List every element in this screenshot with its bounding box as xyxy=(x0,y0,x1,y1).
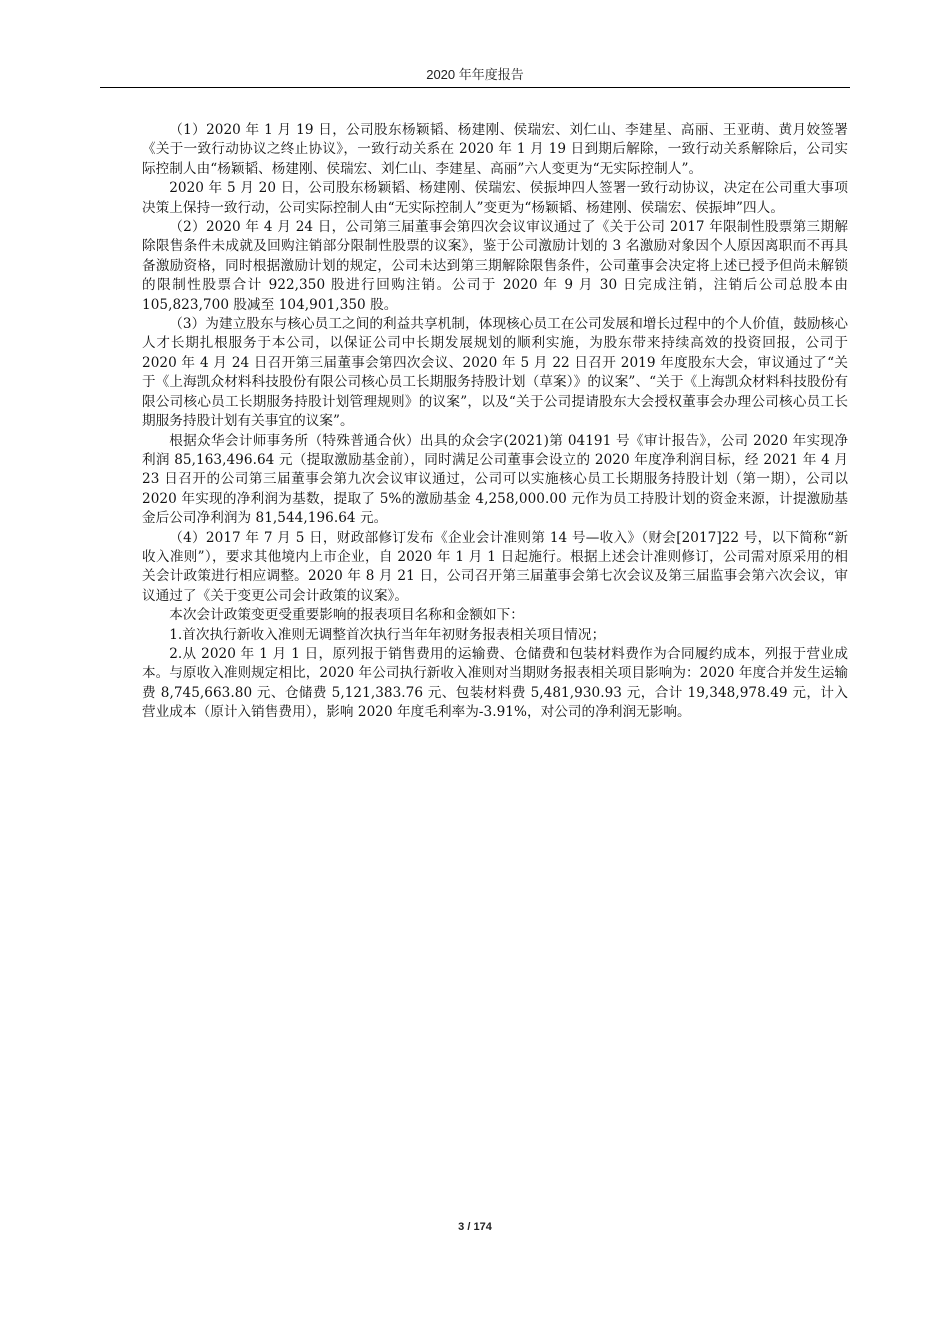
document-body xyxy=(142,121,848,723)
paragraph-6: （4）2017 年 7 月 5 日，财政部修订发布《企业会计准则第 14 号—收入》（财会[2017]22 号，以下简称“新收入准则”），要求其他境内上市企业，自 2020 年 1 月 1 日起施行。根据上述会计准则修订，公司需对原采用的相关会计政策进行相应调整。2020 年 8 月 21 日，公司召开第三届董事会第七次会议及第三届监事会第六次会议，审议通过了《关于变更公司会计政策的议案》。 xyxy=(142,529,848,604)
page-header-title: 2020 年年度报告 xyxy=(426,67,524,82)
paragraph-2: 2020 年 5 月 20 日，公司股东杨颖韬、杨建刚、侯瑞宏、侯振坤四人签署一致行动协议，决定在公司重大事项决策上保持一致行动，公司实际控制人由“无实际控制人”变更为“杨颖韬、杨建刚、侯瑞宏、侯振坤”四人。 xyxy=(142,180,848,216)
paragraph-1: （1）2020 年 1 月 19 日，公司股东杨颖韬、杨建刚、侯瑞宏、刘仁山、李建星、高丽、王亚萌、黄月姣签署《关于一致行动协议之终止协议》，一致行动关系在 2020 年 1 月 19 日到期后解除，一致行动关系解除后，公司实际控制人由“杨颖韬、杨建刚、侯瑞宏、刘仁山、李建星、高丽”六人变更为“无实际控制人”。 xyxy=(142,122,848,177)
header-divider xyxy=(100,87,850,88)
paragraph-9: 2.从 2020 年 1 月 1 日，原列报于销售费用的运输费、仓储费和包装材料费作为合同履约成本，列报于营业成本。与原收入准则规定相比，2020 年公司执行新收入准则对当期财务报表相关项目影响为：2020 年度合并发生运输费 8,745,663.80 元、仓储费 5,121,383.76 元、包装材料费 5,481,930.93 元，合计 19,348,978.49 元，计入营业成本（原计入销售费用），影响 2020 年度毛利率为-3.91%，对公司的净利润无影响。 xyxy=(142,645,848,721)
paragraph-3: （2）2020 年 4 月 24 日，公司第三届董事会第四次会议审议通过了《关于公司 2017 年限制性股票第三期解除限售条件未成就及回购注销部分限制性股票的议案》，鉴于公司激励计划的 3 名激励对象因个人原因离职而不再具备激励资格，同时根据激励计划的规定，公司未达到第三期解除限售条件，公司董事会决定将上述已授予但尚未解锁的限制性股票合计 922,350 股进行回购注销。公司于 2020 年 9 月 30 日完成注销，注销后公司总股本由 105,823,700 股减至 104,901,350 股。 xyxy=(142,219,848,313)
paragraph-8: 1.首次执行新收入准则无调整首次执行当年年初财务报表相关项目情况； xyxy=(169,626,606,643)
paragraph-5: 根据众华会计师事务所（特殊普通合伙）出具的众会字(2021)第 04191 号《审计报告》，公司 2020 年实现净利润 85,163,496.64 元（提取激励基金前），同时满足公司董事会设立的 2020 年度净利润目标，经 2021 年 4 月 23 日召开的公司第三届董事会第九次会议审议通过，公司可以实施核心员工长期服务持股计划（第一期），公司以 2020 年实现的净利润为基数，提取了 5%的激励基金 4,258,000.00 元作为员工持股计划的资金来源，计提激励基金后公司净利润为 81,544,196.64 元。 xyxy=(142,432,848,527)
paragraph-7: 本次会计政策变更受重要影响的报表项目名称和金额如下： xyxy=(169,607,524,624)
paragraph-4: （3）为建立股东与核心员工之间的利益共享机制，体现核心员工在公司发展和增长过程中的个人价值，鼓励核心人才长期扎根服务于本公司，以保证公司中长期发展规划的顺利实施，为股东带来持续高效的投资回报，公司于 2020 年 4 月 24 日召开第三届董事会第四次会议、2020 年 5 月 22 日召开 2019 年度股东大会，审议通过了“关于《上海凯众材料科技股份有限公司核心员工长期服务持股计划（草案）》的议案”、“关于《上海凯众材料科技股份有限公司核心员工长期服务持股计划管理规则》的议案”，以及“关于公司提请股东大会授权董事会办理公司核心员工长期服务持股计划有关事宜的议案”。 xyxy=(142,316,848,430)
page-number: 3 / 174 xyxy=(458,1221,492,1233)
